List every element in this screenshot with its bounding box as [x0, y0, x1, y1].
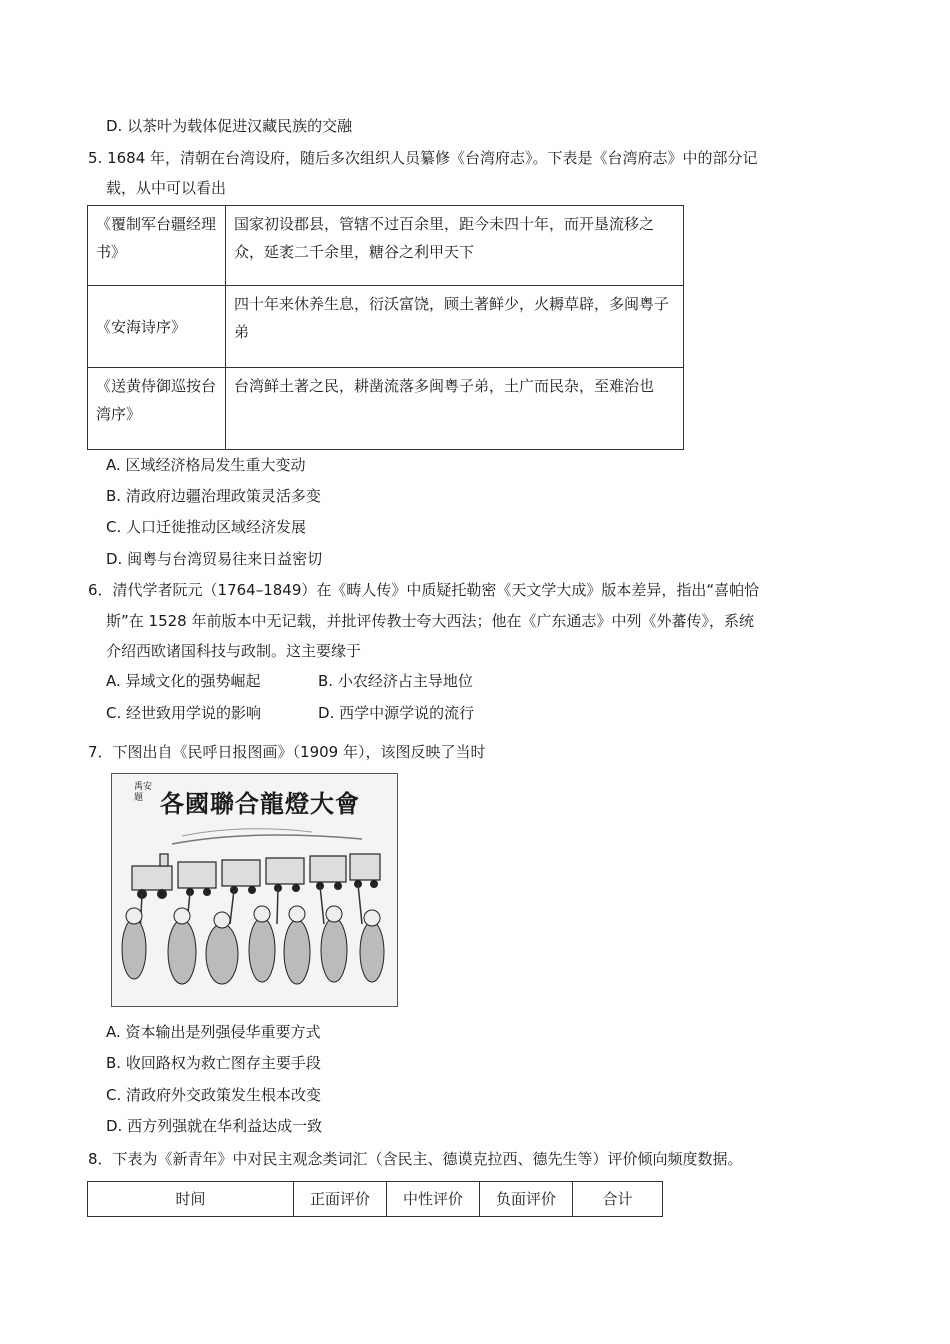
q7-stem: 7．下图出自《民呼日报图画》（1909 年），该图反映了当时 — [88, 743, 486, 761]
table-cell-text: 四十年来休养生息，衍沃富饶，顾土著鲜少，火耨草辟，多闽粤子弟 — [226, 286, 684, 368]
q5-stem-line1: 5. 1684 年，清朝在台湾设府，随后多次组织人员纂修《台湾府志》。下表是《台湾府志》中的部分记 — [88, 149, 758, 167]
table-cell-title: 《安海诗序》 — [88, 286, 226, 368]
table-cell-text: 国家初设郡县，管辖不过百余里，距今未四十年，而开垦流移之众，延袤二千余里，糖谷之利甲天下 — [226, 206, 684, 286]
cartoon-signature: 禹安題 — [134, 782, 153, 803]
q4-option-d: D. 以茶叶为载体促进汉藏民族的交融 — [106, 117, 353, 135]
table-cell-text: 台湾鲜土著之民，耕凿流落多闽粤子弟，土广而民杂，至难治也 — [226, 368, 684, 450]
q5-stem-line2: 载，从中可以看出 — [106, 179, 227, 197]
q5-option-c: C. 人口迁徙推动区域经济发展 — [106, 518, 307, 536]
q5-option-a: A. 区域经济格局发生重大变动 — [106, 456, 306, 474]
q6-option-d: D. 西学中源学说的流行 — [318, 704, 475, 722]
q7-option-c: C. 清政府外交政策发生根本改变 — [106, 1086, 322, 1104]
cartoon-title: 各國聯合龍燈大會 — [160, 790, 360, 818]
q6-stem-line3: 介绍西欧诸国科技与政制。这主要缘于 — [106, 642, 362, 660]
table-header-row — [88, 1182, 663, 1217]
q7-option-d: D. 西方列强就在华利益达成一致 — [106, 1117, 323, 1135]
header-time: 时间 — [88, 1182, 294, 1217]
q6-stem-line2: 斯”在 1528 年前版本中无记载，并批评传教士夸大西法；他在《广东通志》中列《外蕃传》，系统 — [106, 612, 754, 630]
q5-table — [87, 205, 684, 450]
header-neutral: 中性评价 — [387, 1182, 480, 1217]
q5-option-b: B. 清政府边疆治理政策灵活多变 — [106, 487, 321, 505]
table-row — [88, 368, 684, 450]
q6-option-b: B. 小农经济占主导地位 — [318, 672, 473, 690]
q5-option-d: D. 闽粤与台湾贸易往来日益密切 — [106, 550, 323, 568]
q7-option-b: B. 收回路权为救亡图存主要手段 — [106, 1054, 321, 1072]
q6-stem-line1: 6．清代学者阮元（1764–1849）在《畴人传》中质疑托勒密《天文学大成》版本差异，指出“喜帕恰 — [88, 581, 760, 599]
table-row — [88, 206, 684, 286]
q6-option-c: C. 经世致用学说的影响 — [106, 704, 262, 722]
table-cell-title: 《覆制军台疆经理书》 — [88, 206, 226, 286]
q8-table — [87, 1181, 663, 1217]
header-positive: 正面评价 — [294, 1182, 387, 1217]
cartoon-drawing — [112, 774, 397, 1006]
header-negative: 负面评价 — [480, 1182, 573, 1217]
q7-option-a: A. 资本输出是列强侵华重要方式 — [106, 1023, 321, 1041]
table-cell-title: 《送黄侍御巡按台湾序》 — [88, 368, 226, 450]
q6-option-a: A. 异域文化的强势崛起 — [106, 672, 261, 690]
q7-cartoon-image — [111, 773, 398, 1007]
table-row — [88, 286, 684, 368]
header-total: 合计 — [573, 1182, 663, 1217]
q8-stem: 8．下表为《新青年》中对民主观念类词汇（含民主、德谟克拉西、德先生等）评价倾向频度数据。 — [88, 1150, 743, 1168]
